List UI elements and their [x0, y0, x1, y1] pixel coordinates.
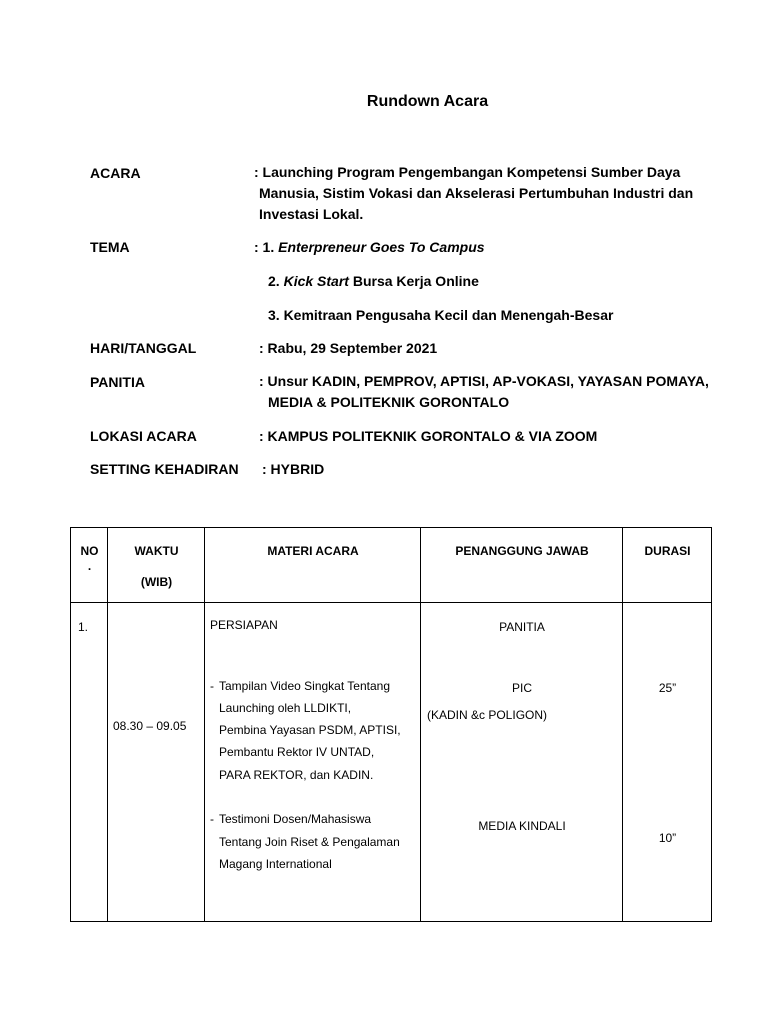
- header-durasi: [623, 528, 712, 603]
- row1-durasi-1: 25”: [658, 681, 677, 695]
- row1-waktu: [108, 603, 205, 922]
- row1-materi: [205, 603, 421, 922]
- row1-pj-kadin: (KADIN &c POLIGON): [427, 708, 548, 722]
- tema-label: TEMA: [90, 239, 130, 255]
- row1-materi-item2-line-3: Magang International: [219, 857, 332, 871]
- tema-item-2: [268, 273, 479, 289]
- row1-materi-item1-line-5: PARA REKTOR, dan KADIN.: [219, 768, 374, 782]
- setting-value: : HYBRID: [262, 461, 325, 477]
- table-header-row: [71, 528, 712, 603]
- header-waktu-line-1: WAKTU: [134, 544, 179, 558]
- tema-2-prefix: 2.: [268, 273, 284, 289]
- header-pj: [421, 528, 623, 603]
- page-title: Rundown Acara: [366, 93, 489, 110]
- row1-durasi: [623, 603, 712, 922]
- header-materi-text: MATERI ACARA: [267, 544, 359, 558]
- acara-label: ACARA: [90, 165, 141, 181]
- row1-materi-item2-dash: -: [210, 812, 214, 826]
- panitia-line-1: : Unsur KADIN, PEMPROV, APTISI, AP-VOKASI, YAYASAN POMAYA,: [259, 373, 709, 389]
- row1-no-text: 1.: [78, 620, 89, 634]
- row1-pj-media: MEDIA KINDALI: [478, 819, 566, 833]
- table-row: [71, 603, 712, 922]
- acara-line-3: Investasi Lokal.: [259, 206, 364, 222]
- lokasi-label: LOKASI ACARA: [90, 428, 197, 444]
- row1-materi-item1-dash: -: [210, 679, 214, 693]
- row1-materi-item2-line-1: Testimoni Dosen/Mahasiswa: [219, 812, 372, 826]
- header-pj-text: PENANGGUNG JAWAB: [455, 544, 589, 558]
- acara-line-1: : Launching Program Pengembangan Kompetensi Sumber Daya: [254, 164, 681, 180]
- hari-value: : Rabu, 29 September 2021: [259, 340, 438, 356]
- row1-materi-item1-line-3: Pembina Yayasan PSDM, APTISI,: [219, 723, 401, 737]
- row1-no: [71, 603, 108, 922]
- header-no-line-2: .: [87, 559, 92, 573]
- tema-2-rest: Bursa Kerja Online: [348, 273, 479, 289]
- tema-2-italic: Kick Start: [283, 273, 349, 289]
- rundown-table: [70, 527, 712, 922]
- panitia-label: PANITIA: [90, 374, 145, 390]
- setting-label: SETTING KEHADIRAN: [90, 461, 239, 477]
- row1-durasi-2: 10”: [658, 831, 677, 845]
- row1-materi-item1-line-2: Launching oleh LLDIKTI,: [219, 701, 352, 715]
- row1-pj: [421, 603, 623, 922]
- header-waktu: [108, 528, 205, 603]
- tema-1-prefix: : 1.: [254, 239, 279, 255]
- header-waktu-line-2: (WIB): [140, 575, 173, 589]
- row1-materi-item2-line-2: Tentang Join Riset & Pengalaman: [219, 835, 400, 849]
- header-materi: [205, 528, 421, 603]
- row1-materi-item1-line-1: Tampilan Video Singkat Tentang: [219, 679, 391, 693]
- row1-materi-item1-line-4: Pembantu Rektor IV UNTAD,: [219, 745, 375, 759]
- panitia-line-2: MEDIA & POLITEKNIK GORONTALO: [268, 394, 510, 410]
- row1-waktu-text: 08.30 – 09.05: [113, 719, 187, 733]
- tema-item-3: 3. Kemitraan Pengusaha Kecil dan Menengah-Besar: [268, 307, 614, 323]
- row1-pj-panitia: PANITIA: [499, 620, 545, 634]
- lokasi-value: : KAMPUS POLITEKNIK GORONTALO & VIA ZOOM: [259, 428, 598, 444]
- header-no: [71, 528, 108, 603]
- tema-item-1: [254, 239, 485, 255]
- header-no-line-1: NO: [80, 544, 99, 558]
- hari-label: HARI/TANGGAL: [90, 340, 197, 356]
- row1-materi-persiapan: PERSIAPAN: [210, 618, 278, 632]
- row1-pj-pic: PIC: [511, 681, 532, 695]
- tema-1-italic: Enterpreneur Goes To Campus: [278, 239, 485, 255]
- acara-line-2: Manusia, Sistim Vokasi dan Akselerasi Pertumbuhan Industri dan: [259, 185, 694, 201]
- header-durasi-text: DURASI: [644, 544, 691, 558]
